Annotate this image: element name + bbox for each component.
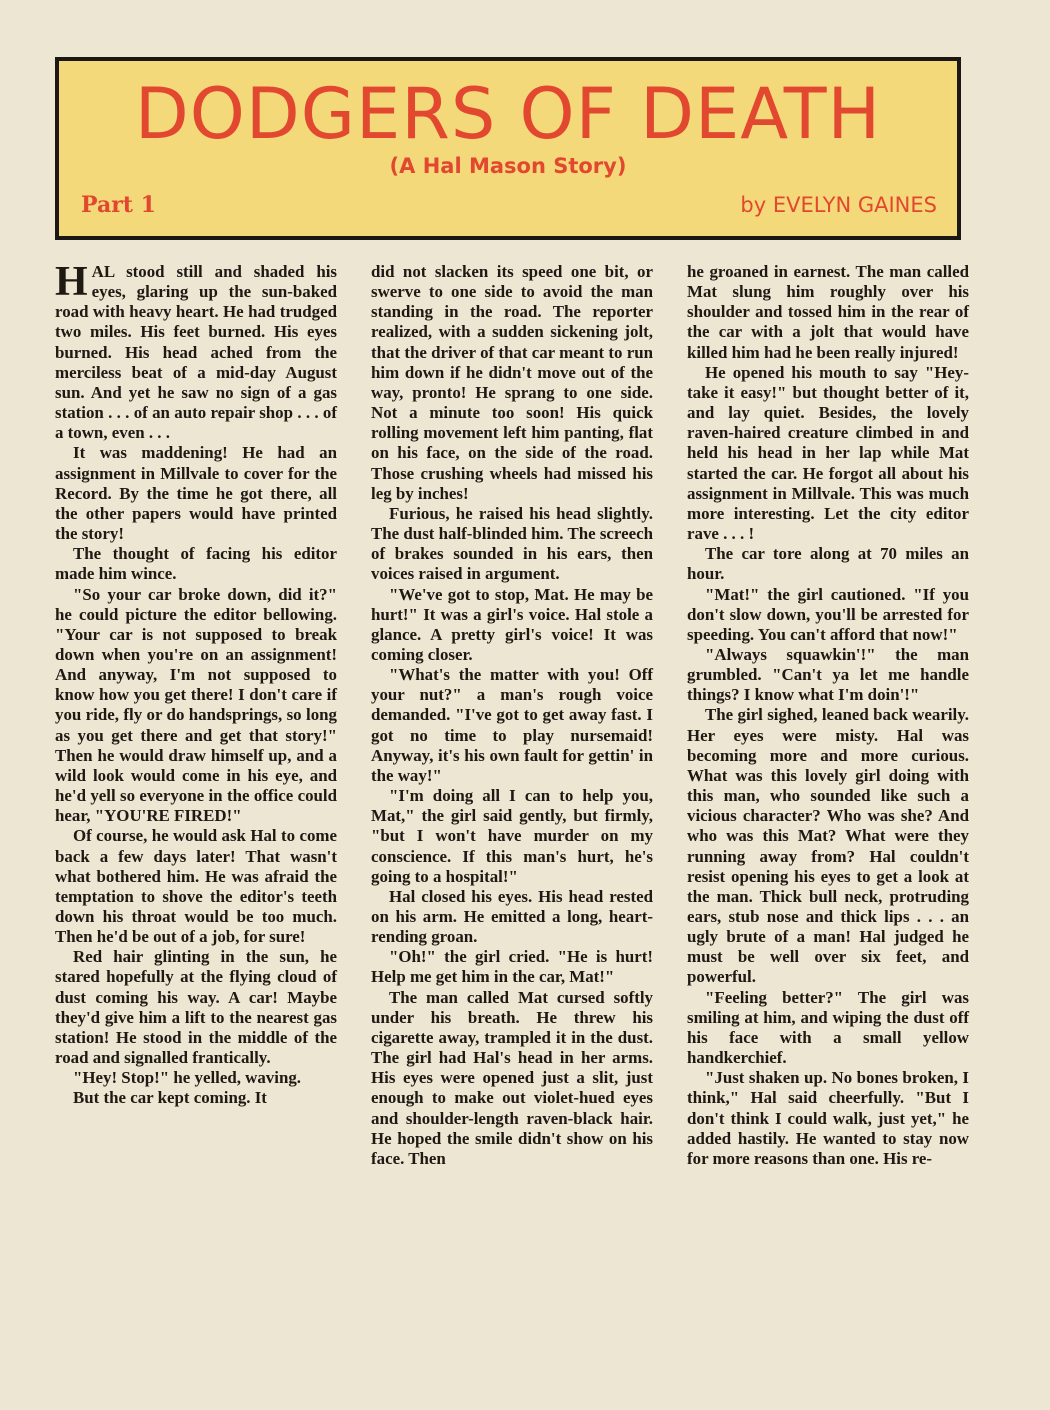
paragraph: "What's the matter with you! Off your nut?" a man's rough voice demanded. "I've got to get away fast. I got no time to play nursemaid! Anyway, it's his own fault for gettin' in the way!" [371,665,653,785]
paragraph: Hal closed his eyes. His head rested on his arm. He emitted a long, heart-rending groan. [371,886,653,947]
paragraph: Furious, he raised his head slightly. The dust half-blinded him. The screech of brakes sounded in his ears, then voices raised in argument. [371,503,653,584]
paragraph: Red hair glinting in the sun, he stared hopefully at the flying cloud of dust coming his way. A car! Maybe they'd give him a lift to the nearest gas station! He stood in the middle of the road and signalled frantically. [55,947,337,1068]
paragraph: It was maddening! He had an assignment in Millvale to cover for the Record. By the time he got there, all the other papers would have printed the story! [55,443,337,544]
paragraph: "Oh!" the girl cried. "He is hurt! Help me get him in the car, Mat!" [371,947,653,987]
text-column-3 [687,262,969,1169]
paragraph: he groaned in earnest. The man called Mat slung him roughly over his shoulder and tossed him in the rear of the car with a jolt that would have killed him had he been really injured! [687,262,969,362]
paragraph: "Hey! Stop!" he yelled, waving. [73,1068,302,1088]
paragraph: The girl sighed, leaned back wearily. Her eyes were misty. Hal was becoming more and more curious. What was this lovely girl doing with this man, who sounded like such a vicious character? Who was she? And who was this Mat? What were they running away from? Hal couldn't resist opening his eyes to get a look at the man. Thick bull neck, protruding ears, stub nose and thick lips . . . an ugly brute of a man! Hal judged he must be well over six feet, and powerful. [687,705,969,987]
text-column-2 [371,262,653,1169]
paragraph: He opened his mouth to say "Hey-take it easy!" but thought better of it, and lay quiet. Besides, the lovely raven-haired creature climbed in and held his head in her lap while Mat started the car. He forgot all about his assignment in Millvale. This was much more interesting. Let the city editor rave . . . ! [687,362,969,544]
paragraph: Of course, he would ask Hal to come back a few days later! That wasn't what bothered him. He was afraid the temptation to shove the editor's teeth down his throat would be too much. Then he'd be out of a job, for sure! [55,826,337,947]
title-banner [55,57,961,240]
author-byline: by EVELYN GAINES [740,193,937,217]
part-label: Part 1 [81,192,156,218]
paragraph: But the car kept coming. It [73,1088,267,1108]
story-title: DODGERS OF DEATH [134,73,882,155]
text-column-1 [55,259,337,1109]
story-subtitle: (A Hal Mason Story) [389,154,627,178]
paragraph: "I'm doing all I can to help you, Mat," the girl said gently, but firmly, "but I won't have murder on my conscience. If this man's hurt, he's going to a hospital!" [371,786,653,886]
paragraph: "Just shaken up. No bones broken, I think," Hal said cheerfully. "But I don't think I could walk, just yet," he added hastily. He wanted to stay now for more reasons than one. His re- [687,1068,969,1168]
paragraph: The thought of facing his editor made him wince. [55,544,337,584]
paragraph: "Always squawkin'!" the man grumbled. "Can't ya let me handle things? I know what I'm doin'!" [687,644,969,705]
paragraph: "We've got to stop, Mat. He may be hurt!" It was a girl's voice. Hal stole a glance. A pretty girl's voice! It was coming closer. [371,584,653,664]
paragraph: The man called Mat cursed softly under his breath. He threw his cigarette away, trampled it in the dust. The girl had Hal's head in her arms. His eyes were opened just a slit, just enough to make out violet-hued eyes and shoulder-length raven-black hair. He hoped the smile didn't show on his face. Then [371,987,653,1168]
paragraph: HAL stood still and shaded his eyes, glaring up the sun-baked road with heavy heart. He had trudged two miles. His feet burned. His eyes burned. His head ached from the merciless beat of a mid-day August sun. And yet he saw no sign of a gas station . . . of an auto repair shop . . . of a town, even . . . [55,259,337,443]
paragraph: "Feeling better?" The girl was smiling at him, and wiping the dust off his face with a small yellow handkerchief. [687,987,969,1068]
drop-cap: H [55,259,88,305]
paragraph: did not slacken its speed one bit, or swerve to one side to avoid the man standing in the road. The reporter realized, with a sudden sickening jolt, that the driver of that car meant to run him down if he didn't move out of the way, pronto! He sprang to one side. Not a minute too soon! His quick rolling movement left him panting, flat on his face, on the side of the road. Those crushing wheels had missed his leg by inches! [371,262,653,503]
paragraph: "Mat!" the girl cautioned. "If you don't slow down, you'll be arrested for speeding. You can't afford that now!" [687,584,969,644]
paragraph: The car tore along at 70 miles an hour. [687,544,969,584]
paragraph: "So your car broke down, did it?" he could picture the editor bellowing. "Your car is not supposed to break down when you're on an assignment! And anyway, I'm not supposed to know how you get there! I don't care if you ride, fly or do handsprings, so long as you get there and get that story!" Then he would draw himself up, and a wild look would come in his eye, and he'd yell so everyone in the office could hear, "YOU'RE FIRED!" [55,584,337,826]
